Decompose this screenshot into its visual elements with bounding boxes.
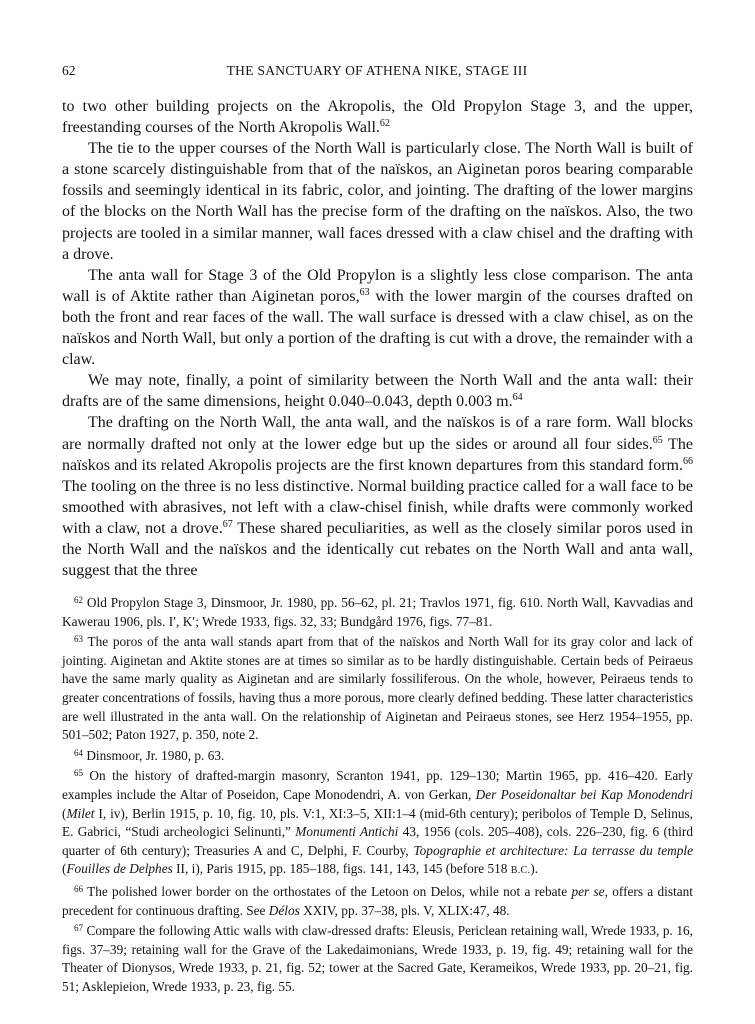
footnote <box>62 747 693 766</box>
footnote-number: 65 <box>74 768 83 779</box>
footnote-text: XXIV, pp. 37–38, pls. V, XLIX:47, 48. <box>299 902 510 918</box>
footnote-text: , offers a distant precedent for continuous drafting. See <box>62 883 693 918</box>
paragraph-text: with the lower margin of the courses drafted on both the front and rear faces of the wall. The wall surface is dressed with a claw chisel, as on the naïskos and North Wall, but only a portion of the drafting is cut with a drove, the remainder with a claw. <box>62 287 693 369</box>
footnote-italic: Fouilles de Delphes <box>66 861 173 877</box>
paragraph-text: The anta wall for Stage 3 of the Old Propylon is a slightly less close comparison. The anta wall is of Aktite rather than Aiginetan poros, <box>62 266 693 305</box>
footnote-ref[interactable]: 67 <box>222 518 233 530</box>
footnote-ref[interactable]: 62 <box>379 118 390 130</box>
paragraph <box>62 370 693 412</box>
footnote-text: 43, 1956 (cols. 205–408), cols. 226–230, fig. 6 (third quarter of 6th century); Treasuries A and C, Delphi, F. Courby, <box>62 824 693 858</box>
footnote-text: Old Propylon Stage 3, Dinsmoor, Jr. 1980, pp. 56–62, pl. 21; Travlos 1971, fig. 610. North Wall, Kavvadias and Kawerau 1906, pls. I′, K′; Wrede 1933, figs. 32, 33; Bundgård 1976, figs. 77–81. <box>62 595 693 629</box>
paragraph <box>62 138 693 265</box>
footnote-text: ( <box>62 861 67 877</box>
paragraph-text: We may note, finally, a point of similarity between the North Wall and the anta wall: their drafts are of the same dimensions, height 0.040–0.043, depth 0.003 m. <box>62 372 693 411</box>
paragraph-text: The drafting on the North Wall, the anta wall, and the naïskos is of a rare form. Wall blocks are normally drafted not only at the lower edge but up the sides or around all four sides. <box>62 414 693 453</box>
footnote-ref[interactable]: 63 <box>359 286 370 298</box>
footnote <box>62 633 693 745</box>
footnote-number: 66 <box>74 883 83 894</box>
footnote-italic: per se <box>571 883 605 899</box>
footnote-italic: Milet <box>66 805 95 821</box>
footnote <box>62 594 693 631</box>
paragraph <box>62 96 693 138</box>
paragraph-text: The tooling on the three is no less distinctive. Normal building practice called for a wall face to be smoothed with abrasives, not left with a claw-chisel finish, while drafts were commonly worked with a claw, not a drove. <box>62 477 693 537</box>
footnote-text: I, iv), Berlin 1915, p. 10, fig. 10, pls. V:1, XI:3–5, XII:1–4 (mid-6th century); peribolos of Temple D, Selinus, E. Gabrici, “Studi archeologici Selinunti,” <box>62 805 693 840</box>
footnote-text: Compare the following Attic walls with claw-dressed drafts: Eleusis, Periclean retaining wall, Wrede 1933, p. 16, figs. 37–39; retaining wall for the Grave of the Lakedaimonians, Wrede 1933, p. 19, fig. 49; retaining wall for the Theater of Dionysos, Wrede 1933, p. 21, fig. 52; tower at the Sacred Gate, Kerameikos, Wrede 1933, pp. 20–21, fig. 51; Asklepieion, Wrede 1933, p. 23, fig. 55. <box>62 923 694 994</box>
paragraph-text: The tie to the upper courses of the North Wall is particularly close. The North Wall is built of a stone scarcely distinguishable from that of the naïskos, an Aiginetan poros bearing comparable fossils and seemingly identical in its fabric, color, and jointing. The drafting of the lower margins of the blocks on the North Wall has the precise form of the drafting on the naïskos. Also, the two projects are tooled in a similar manner, wall faces dressed with a claw chisel and the drafting with a drove. <box>62 140 693 263</box>
footnote-text: Dinsmoor, Jr. 1980, p. 63. <box>86 747 225 763</box>
footnote-text: The polished lower border on the orthostates of the Letoon on Delos, while not a rebate <box>87 883 572 899</box>
page-number: 62 <box>62 63 76 78</box>
footnote-text: The poros of the anta wall stands apart from that of the naïskos and North Wall for its gray color and lack of jointing. Aiginetan and Aktite stones are at times so similar as to be hardly distinguishable. Certain beds of Peiraeus have the same marly quality as Aiginetan and are similarly fossiliferous. On the whole, however, Peiraeus tends to greater concentrations of fossils, having thus a more porous, more clearly defined bedding. These latter characteristics are well illustrated in the anta wall. On the relationship of Aiginetan and Peiraeus stones, see Herz 1954–1955, pp. 501–502; Paton 1927, p. 350, note 2. <box>62 634 693 743</box>
paragraph <box>62 412 693 581</box>
footnote-smallcaps: B.C. <box>510 865 531 877</box>
running-head <box>62 63 692 85</box>
footnote <box>62 767 693 881</box>
footnote-italic: Délos <box>268 902 300 918</box>
footnote-number: 67 <box>74 923 83 934</box>
footnote-number: 63 <box>74 634 83 645</box>
running-title: THE SANCTUARY OF ATHENA NIKE, STAGE III <box>226 63 528 78</box>
footnote <box>62 922 693 996</box>
footnote-text: II, i), Paris 1915, pp. 185–188, figs. 141, 143, 145 (before 518 <box>172 861 511 877</box>
footnote-ref[interactable]: 66 <box>683 455 693 467</box>
paragraph-text: to two other building projects on the Akropolis, the Old Propylon Stage 3, and the upper, freestanding courses of the North Akropolis Wall. <box>62 98 693 137</box>
footnote-italic: Der Poseidonaltar bei Kap Monodendri <box>475 786 693 802</box>
paragraph-text: The naïskos and its related Akropolis projects are the first known departures from this standard form. <box>62 435 693 474</box>
footnote-italic: Topographie et architecture: La terrasse du temple <box>413 842 693 858</box>
paragraph <box>62 265 693 370</box>
footnote-text: On the history of drafted-margin masonry, Scranton 1941, pp. 129–130; Martin 1965, pp. 416–420. Early examples include the Altar of Poseidon, Cape Monodendri, A. von Gerkan, <box>62 768 693 802</box>
body-text <box>62 96 693 581</box>
footnotes <box>62 594 693 998</box>
paragraph-text: These shared peculiarities, as well as the closely similar poros used in the North Wall and the naïskos and the identically cut rebates on the North Wall and anta wall, suggest that the three <box>62 519 694 580</box>
footnote-number: 64 <box>74 747 83 758</box>
footnote-text: ). <box>530 861 539 877</box>
footnote <box>62 883 693 920</box>
footnote-text: ( <box>62 805 67 821</box>
footnote-italic: Monumenti Antichi <box>295 824 399 840</box>
footnote-ref[interactable]: 64 <box>512 392 523 404</box>
footnote-ref[interactable]: 65 <box>652 434 663 446</box>
footnote-number: 62 <box>74 595 83 605</box>
